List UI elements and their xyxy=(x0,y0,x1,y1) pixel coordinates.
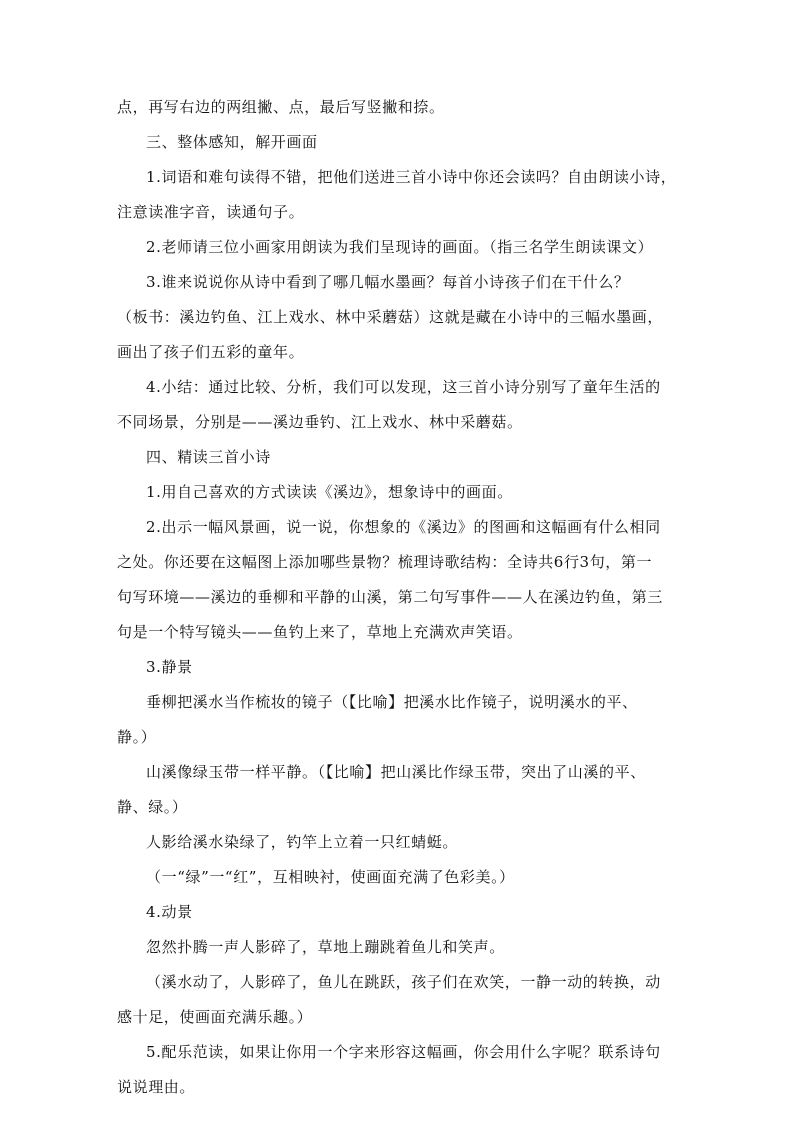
text-line: 说说理由。 xyxy=(117,1078,196,1096)
text-line: 静。） xyxy=(117,728,157,746)
text-line: 5.配乐范读，如果让你用一个字来形容这幅画，你会用什么字呢？联系诗句 xyxy=(146,1043,661,1061)
text-line: 2.老师请三位小画家用朗读为我们呈现诗的画面。（指三名学生朗读课文） xyxy=(146,238,654,256)
section-heading: 三、整体感知，解开画面 xyxy=(146,133,318,151)
text-line: 忽然扑腾一声人影碎了，草地上蹦跳着鱼儿和笑声。 xyxy=(146,938,505,956)
subheading: 4.动景 xyxy=(146,903,193,921)
text-line: 3.谁来说说你从诗中看到了哪几幅水墨画？每首小诗孩子们在干什么？ xyxy=(146,273,630,291)
text-line: 2.出示一幅风景画，说一说，你想象的《溪边》的图画和这幅画有什么相同 xyxy=(146,518,661,536)
text-line: 垂柳把溪水当作梳妆的镜子（【比喻】把溪水比作镜子，说明溪水的平、 xyxy=(146,693,638,711)
text-line: （板书：溪边钓鱼、江上戏水、林中采蘑菇）这就是藏在小诗中的三幅水墨画， xyxy=(117,308,664,326)
subheading: 3.静景 xyxy=(146,658,193,676)
text-line: 感十足，使画面充满乐趣。） xyxy=(117,1008,313,1026)
text-line: 不同场景，分别是——溪边垂钓、江上戏水、林中采蘑菇。 xyxy=(117,413,523,431)
text-line: 注意读准字音，读通句子。 xyxy=(117,203,305,221)
text-line: 人影给溪水染绿了，钓竿上立着一只红蜻蜓。 xyxy=(146,833,459,851)
text-line: 静、绿。） xyxy=(117,798,188,816)
text-line: 4.小结：通过比较、分析，我们可以发现，这三首小诗分别写了童年生活的 xyxy=(146,378,661,396)
text-line: （一“绿”一“红”，互相映衬，使画面充满了色彩美。） xyxy=(146,868,515,886)
text-line: （溪水动了，人影碎了，鱼儿在跳跃，孩子们在欢笑，一静一动的转换，动 xyxy=(146,973,661,991)
section-heading: 四、精读三首小诗 xyxy=(146,448,271,466)
text-line: 山溪像绿玉带一样平静。（【比喻】把山溪比作绿玉带，突出了山溪的平、 xyxy=(146,763,646,781)
text-line: 点，再写右边的两组撇、点，最后写竖撇和捺。 xyxy=(117,98,445,116)
text-line: 1.词语和难句读得不错，把他们送进三首小诗中你还会读吗？自由朗读小诗， xyxy=(146,168,677,186)
text-line: 之处。你还要在这幅图上添加哪些景物？梳理诗歌结构：全诗共6行3句，第一 xyxy=(117,553,653,571)
text-line: 句是一个特写镜头——鱼钓上来了，草地上充满欢声笑语。 xyxy=(117,623,523,641)
text-line: 1.用自己喜欢的方式读读《溪边》，想象诗中的画面。 xyxy=(146,483,513,501)
text-line: 画出了孩子们五彩的童年。 xyxy=(117,343,305,361)
text-line: 句写环境——溪边的垂柳和平静的山溪，第二句写事件——人在溪边钓鱼，第三 xyxy=(117,588,664,606)
